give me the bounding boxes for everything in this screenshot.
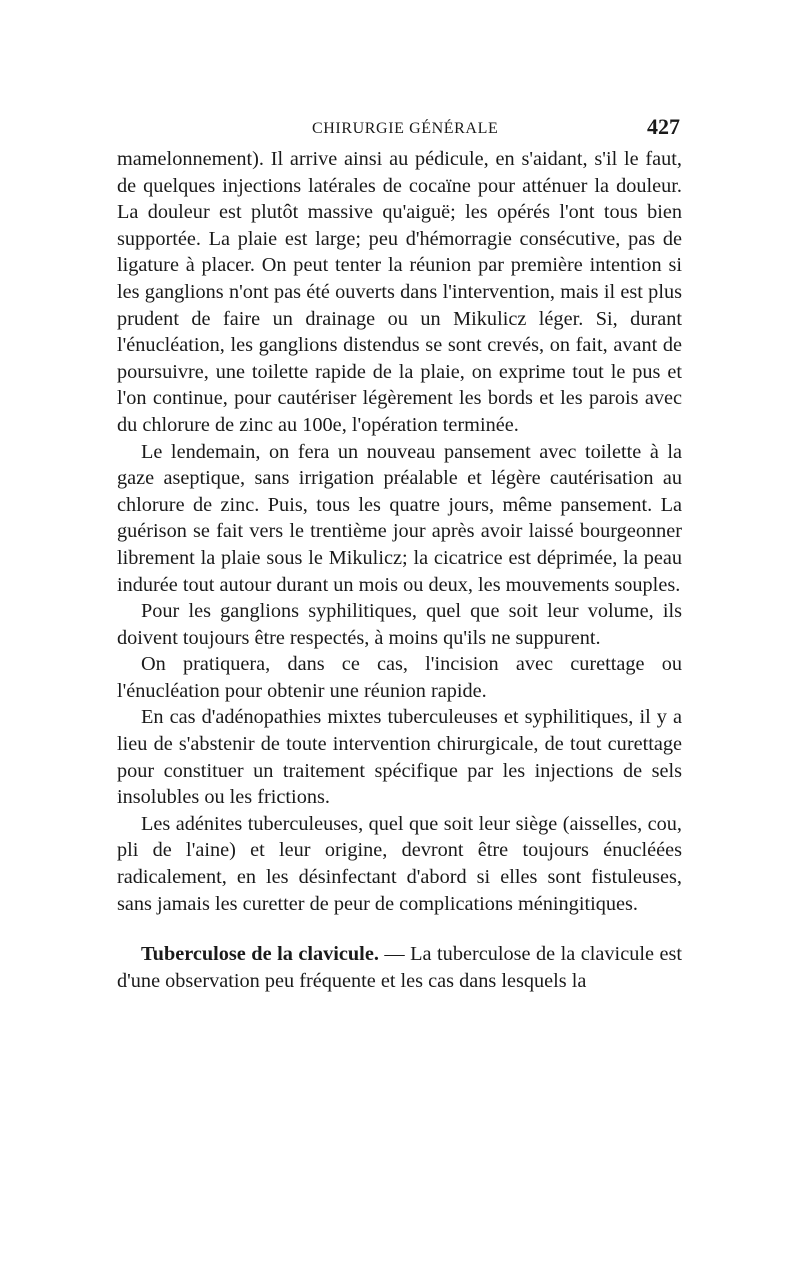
paragraph-adenites: Les adénites tuberculeuses, quel que soit leur siège (aisselles, cou, pli de l'aine) et leur origine, devront être toujours énucléées radicalement, en les désinfectant d'abord si elles sont fistuleuses, sans jamais les curetter de peur de complications méningitiques. <box>117 812 682 915</box>
paragraph-continuation: mamelonnement). Il arrive ainsi au pédicule, en s'aidant, s'il le faut, de quelques injections latérales de cocaïne pour atténuer la douleur. La douleur est plutôt massive qu'aiguë; les opérés l'ont tous bien supportée. La plaie est large; peu d'hémorragie consécutive, pas de ligature à placer. On peut tenter la réunion par première intention si les ganglions n'ont pas été ouverts dans l'intervention, mais il est plus prudent de faire un drainage ou un Mikulicz léger. Si, durant l'énucléation, les ganglions distendus se sont crevés, on fait, avant de poursuivre, une toilette rapide de la plaie, on exprime tout le pus et l'on continue, pour cautériser légèrement les bords et les parois avec du chlorure de zinc au 100e, l'opération terminée. <box>117 148 682 436</box>
page-number: 427 <box>647 114 680 139</box>
section-spacer <box>117 917 682 941</box>
paragraph-lendemain: Le lendemain, on fera un nouveau pansement avec toilette à la gaze aseptique, sans irrigation préalable et légère cautérisation au chlorure de zinc. Puis, tous les quatre jours, même pansement. La guérison se fait vers le trentième jour après avoir laissé bourgeonner librement la plaie sous le Mikulicz; la cicatrice est déprimée, la peau indurée tout autour durant un mois ou deux, les mouvements souples. <box>117 440 682 596</box>
page-header <box>117 112 682 144</box>
running-head: CHIRURGIE GÉNÉRALE <box>312 120 499 137</box>
section-title: Tuberculose de la clavicule. <box>141 943 379 966</box>
paragraph-syphilitiques: Pour les ganglions syphilitiques, quel que soit leur volume, ils doivent toujours être respectés, à moins qu'ils ne suppurent. <box>117 600 682 649</box>
body-text <box>117 146 682 994</box>
paragraph-mixtes: En cas d'adénopathies mixtes tuberculeuses et syphilitiques, il y a lieu de s'abstenir de toute intervention chirurgicale, de tout curettage pour constituer un traitement spécifique par les injections de sels insolubles ou les frictions. <box>117 706 682 809</box>
section-text: — La tuberculose de la clavicule est d'une observation peu fréquente et les cas dans lesquels la <box>117 943 682 992</box>
section-paragraph <box>117 941 682 994</box>
paragraph-incision: On pratiquera, dans ce cas, l'incision avec curettage ou l'énucléation pour obtenir une réunion rapide. <box>117 653 682 702</box>
book-page <box>117 112 682 994</box>
